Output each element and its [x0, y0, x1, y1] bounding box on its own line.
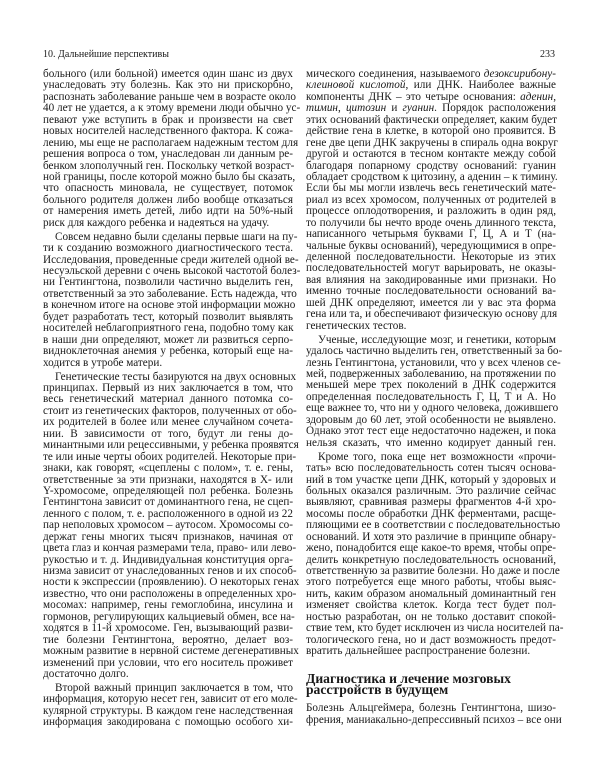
- text-line: ходятся в 11-й хромосоме. Ген, вызывающий разви-: [43, 622, 293, 635]
- text-segment: , или ДНК. Наиболее важные: [405, 79, 556, 92]
- text-line: пляющими ее в соответствии с последовательностью: [306, 519, 561, 532]
- text-line: чальные буквы оснований), чередующимися в опре-: [306, 239, 556, 252]
- text-line: нии. В зависимости от того, будут ли гены до-: [43, 427, 293, 440]
- text-line: тологического гена, но и даст возможность предот-: [306, 633, 556, 646]
- text-line: весь генетический материал данного потомка со-: [43, 393, 293, 406]
- italic-term: аденин: [520, 90, 554, 103]
- text-line: пар неполовых хромосом – аутосом. Хромосомы со-: [43, 519, 293, 532]
- text-line: информация закодирована с помощью особого хи-: [43, 716, 293, 729]
- text-line: нельзя сказать, что́ именно кодирует данный ген.: [306, 436, 556, 449]
- heading-line: Диагностика и лечение мозговых: [306, 670, 511, 686]
- text-line: нить, каким образом аномальный доминантный ген: [306, 587, 556, 600]
- text-line: больного (или больной) имеется один шанс из двух: [43, 68, 293, 80]
- text-line: Кроме того, пока еще нет возможности «прочи-: [318, 450, 556, 463]
- paragraph: [43, 681, 298, 729]
- text-line: в наши дни определяют, может ли развиться серпо-: [43, 333, 293, 346]
- paragraph: [43, 370, 300, 681]
- text-line: те или иные черты обоих родителей. Некоторые при-: [43, 450, 297, 463]
- text-line: новых носителей наследственного фактора. К сожа-: [43, 125, 293, 138]
- text-line: мей, подверженных заболеванию, на протяжении по: [306, 367, 556, 380]
- text-line: знаки, как говорят, «сцеплены с полом», т. е. гены,: [43, 462, 293, 475]
- text-line: здоровым до 60 лет, этой особенности не выявлено.: [306, 413, 556, 426]
- text-line: Совсем недавно были сделаны первые шаги на пу-: [55, 230, 298, 243]
- text-line: Второй важный принцип заключается в том, что: [55, 681, 293, 694]
- text-line: несуэльской деревни с очень высокой частотой болез-: [43, 265, 301, 278]
- text-line: принципах. Первый из них заключается в том, что: [43, 382, 293, 394]
- text-line: меньшей мере трех поколений в ДНК содержится: [306, 379, 556, 392]
- text-line: изменяет свойства клеток. Когда тест будет пол-: [306, 599, 556, 612]
- text-line: Однако этот тест еще недостаточно надежен, и пока: [306, 425, 556, 438]
- italic-term: тимин: [306, 102, 338, 115]
- text-line: этих оснований фактически определяет, каким будет: [306, 113, 557, 126]
- text-line: другой и остаются в тесном контакте между собой: [306, 148, 556, 161]
- text-line: будет разработать тест, который позволит выявлять: [43, 310, 293, 323]
- right-column: [306, 68, 564, 729]
- text-line: решения вопроса о том, унаследован ли данным ре-: [43, 148, 293, 161]
- chapter-title: 10. Дальнейшие перспективы: [43, 49, 169, 60]
- italic-term: гуанин: [402, 102, 435, 115]
- text-line: мосомы после обработки ДНК ферментами, расще-: [306, 507, 556, 520]
- text-line: френия, маниакально-депрессивный психоз – все они: [306, 713, 562, 726]
- text-line: Исследования, проведенные среди жителей одной ве-: [43, 253, 299, 266]
- text-line: распознать заболевание раньше чем в возрасте около: [43, 90, 296, 103]
- text-segment: ,: [553, 90, 556, 103]
- text-line: что опасность миновала, не существует, потомок: [43, 182, 293, 195]
- text-segment: мического соединения, называемого: [306, 68, 484, 80]
- text-line: Генетические тесты базируются на двух основных: [55, 370, 297, 383]
- text-line: ствие тем, кто будет исключен из числа носителей па-: [306, 622, 564, 635]
- text-line: информация, которую несет ген, зависит от его моле-: [43, 693, 298, 706]
- text-line: лезнь Гентингтона, установили, что у всех членов се-: [306, 356, 561, 369]
- text-line: вратить дальнейшее распространение болезни.: [306, 645, 531, 658]
- text-line: стоит из генетических факторов, полученных от обо-: [43, 404, 297, 417]
- text-line: низма зависит от унаследованных генов и их способ-: [43, 565, 297, 577]
- text-line: Если бы мы могли извлечь весь генетический мате-: [306, 182, 556, 195]
- text-line: действие гена в клетке, в которой оно проявится. В: [306, 125, 556, 138]
- text-line: ной границы, после которой можно было бы сказать,: [43, 170, 296, 183]
- text-line: больного родителя должен либо вообще отказаться: [43, 193, 293, 206]
- text-line: ходится в утробе матери.: [43, 356, 163, 369]
- text-line: мосомах: например, гены гемоглобина, инсулина и: [43, 599, 293, 612]
- paragraph: [306, 450, 564, 658]
- text-line: риал из всех хромосом, полученных от родителей в: [306, 193, 556, 206]
- text-line: от намерения иметь детей, либо идти на 50%-ный: [43, 205, 293, 218]
- paragraph: [306, 68, 559, 332]
- text-line: гена или та, и обеспечивают физическую основу для: [306, 308, 558, 321]
- text-line: процессе оплодотворения, и разложить в один ряд,: [306, 205, 556, 218]
- text-line: ленного с полом, т. е. расположенного в одной из 22: [43, 507, 293, 520]
- text-line: вая влияния на закодированные ими признаки. Но: [306, 273, 556, 286]
- text-line: деленной последовательности. Некоторые из этих: [306, 251, 556, 263]
- text-line: написанного четырьмя буквами Г, Ц, А и Т (на-: [306, 228, 556, 241]
- text-line: минантными или рецессивными, у ребенка проявятся: [43, 439, 299, 452]
- text-line: делить конкретную последовательность оснований,: [306, 553, 556, 566]
- text-line: ти к созданию возможного диагностического теста.: [43, 242, 293, 255]
- text-line: еще важнее то, что ни у одного человека, дожившего: [306, 402, 559, 415]
- text-line: удалось частично выделить ген, ответственный за бо-: [306, 345, 563, 358]
- paragraph: [306, 702, 562, 726]
- italic-term: клеиновой кислотой: [306, 79, 406, 92]
- text-line: этого потребуется еще много работы, чтобы выяс-: [306, 576, 556, 589]
- text-segment: ,: [337, 102, 346, 115]
- text-line: певают уже вступить в брак и произвести на свет: [43, 113, 293, 126]
- text-line: в конечном итоге на основе этой информации можно: [43, 299, 296, 312]
- paragraph: [306, 333, 563, 449]
- text-line: обладает сродством к цитозину, а аденин – к тимину.: [306, 170, 558, 183]
- text-line: видноклеточная анемия у ребенка, который еще на-: [43, 345, 293, 358]
- text-line: ответственную за развитие болезни. Но даже и после: [306, 565, 560, 577]
- text-line: можным развитие в нервной системе дегенеративных: [43, 645, 299, 658]
- text-line: цвета глаз и кончая размерами тела, право- или лево-: [43, 542, 297, 555]
- text-line: ности к экспрессии (проявлению). О некоторых генах: [43, 576, 300, 589]
- heading-line: расстройств в будущем: [306, 681, 449, 697]
- text-line: больных оказался различным. Это различие сейчас: [306, 484, 556, 497]
- text-line: благодаря попарному сродству оснований: гуанин: [306, 159, 556, 172]
- text-line: Гентингтона зависит от доминантного гена, не сцеп-: [43, 496, 294, 509]
- text-line: оснований. И хотя это различие в принципе обнару-: [306, 530, 556, 543]
- text-line: носителей неблагоприятного гена, подобно тому как: [43, 322, 294, 335]
- text-line: жено, понадобится еще какое-то время, чтобы опре-: [306, 542, 556, 555]
- left-column: [43, 68, 301, 731]
- text-segment: компоненты ДНК – это четыре основания:: [306, 90, 521, 103]
- text-line: генетических тестов.: [306, 319, 407, 332]
- page-number: 233: [540, 49, 555, 60]
- text-line: держат гены многих тысяч признаков, начиная от: [43, 530, 293, 543]
- text-line: гене две цепи ДНК закручены в спираль одна вокруг: [306, 136, 559, 149]
- text-line: Y-хромосоме, определяющей пол ребенка. Болезнь: [43, 484, 293, 497]
- text-line: тие болезни Гентингтона, вероятно, делает воз-: [43, 633, 293, 646]
- running-head: [43, 49, 555, 60]
- text-line: Ученые, исследующие мозг, и генетики, которым: [318, 333, 556, 346]
- text-line: ний в том участке цепи ДНК, который у здоровых и: [306, 473, 556, 486]
- text-line: их родителей в более или менее случайном сочета-: [43, 416, 293, 429]
- text-line: выявляют, сравнивая размеры фрагментов 4-й хро-: [306, 496, 556, 509]
- text-line: ностью разработан, он не только доставит спокой-: [306, 610, 556, 623]
- text-line: последовательностей могут варьировать, не оказы-: [306, 262, 556, 275]
- text-line: гормонов, регулирующих кальциевый обмен, все на-: [43, 610, 295, 623]
- text-line: достаточно долго.: [43, 667, 129, 680]
- text-line: ответственные за эти признаки, находятся в X- или: [43, 473, 293, 486]
- text-line: ответственный за это заболевание. Есть надежда, что: [43, 287, 297, 300]
- text-line: кулярной структуры. В каждом гене наследственная: [43, 704, 293, 717]
- text-line: унаследовать эту болезнь. Как это ни прискорбно,: [43, 79, 293, 92]
- text-line: тать» всю последовательность сотен тысяч основа-: [306, 462, 556, 475]
- text-line: бенком злополучный ген. Поскольку четкой возраст-: [43, 159, 295, 172]
- text-line: определенная последовательность Г, Ц, Т и А. Но: [306, 390, 556, 403]
- italic-term: дезоксирибону-: [483, 68, 556, 80]
- paragraph: [43, 68, 301, 229]
- text-line: ни Гентингтона, позволили частично выделить ген,: [43, 276, 293, 289]
- text-line: изменений при условии, что его носитель проживет: [43, 656, 293, 669]
- text-line: именно точные последовательности оснований ва-: [306, 285, 556, 298]
- text-line: 40 лет не удается, а к этому времени люди обычно ус-: [43, 102, 301, 115]
- text-line: лению, мы еще не располагаем надежным тестом для: [43, 136, 299, 149]
- text-line: то получили бы нечто вроде очень длинного текста,: [306, 216, 556, 229]
- text-line: известно, что они расположены в определенных хро-: [43, 587, 297, 600]
- text-line: Болезнь Альцгеймера, болезнь Гентингтона, шизо-: [306, 702, 556, 715]
- text-segment: и: [386, 102, 403, 115]
- italic-term: цитозин: [345, 102, 387, 115]
- text-line: риск для каждого ребенка и надеяться на удачу.: [43, 216, 270, 229]
- text-line: шей ДНК определяют, имеется ли у вас эта форма: [306, 296, 556, 309]
- paragraph: [43, 230, 301, 369]
- section-heading: [306, 672, 556, 695]
- text-line: рукостью и т. д. Индивидуальная конституция орга-: [43, 553, 293, 566]
- text-segment: . Порядок расположения: [434, 102, 556, 115]
